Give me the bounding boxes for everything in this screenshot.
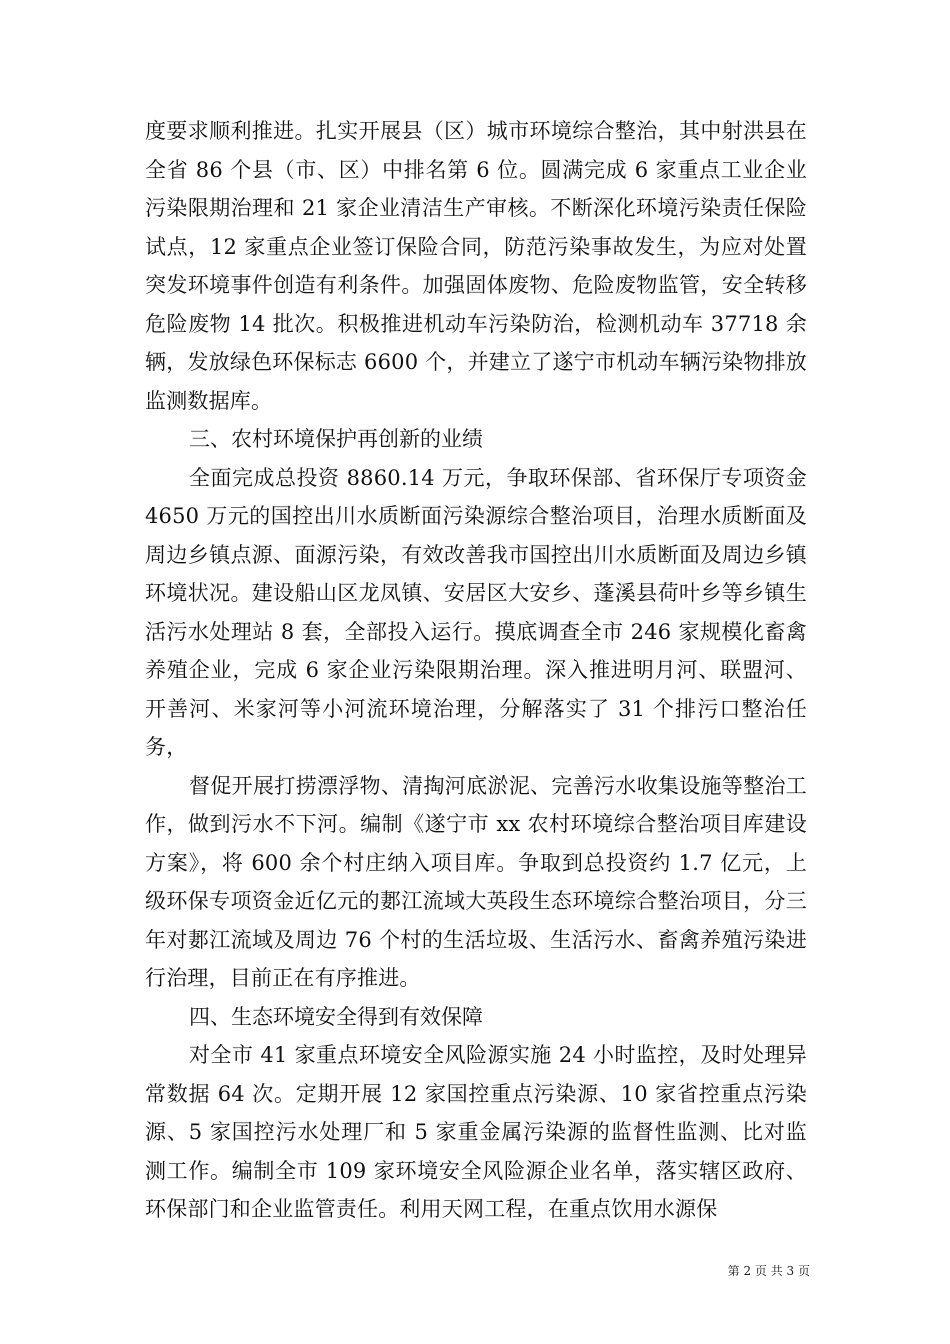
page-number-footer: 第 2 页 共 3 页 <box>727 1264 810 1278</box>
paragraph-rural-investment: 全面完成总投资 8860.14 万元，争取环保部、省环保厅专项资金 4650 万元的国控出川水质断面污染源综合整治项目，治理水质断面及周边乡镇点源、面源污染，有效改善我市国控出川水质断面及周边乡镇环境状况。建设船山区龙凤镇、安居区大安乡、蓬溪县荷叶乡等乡镇生活污水处理站 8 套，全部投入运行。摸底调查全市 246 家规模化畜禽养殖企业，完成 6 家企业污染限期治理。深入推进明月河、联盟河、开善河、米家河等小河流环境治理，分解落实了 31 个排污口整治任务， <box>145 465 807 759</box>
paragraph-environment-governance: 度要求顺利推进。扎实开展县（区）城市环境综合整治，其中射洪县在全省 86 个县（市、区）中排名第 6 位。圆满完成 6 家重点工业企业污染限期治理和 21 家企业清洁生产审核。不断深化环境污染责任保险试点，12 家重点企业签订保险合同，防范污染事故发生，为应对处置突发环境事件创造有利条件。加强固体废物、危险废物监管，安全转移危险废物 14 批次。积极推进机动车污染防治，检测机动车 37718 余辆，发放绿色环保标志 6600 个，并建立了遂宁市机动车辆污染物排放监测数据库。 <box>145 119 807 413</box>
section-heading-ecological-safety: 四、生态环境安全得到有效保障 <box>189 1004 483 1029</box>
section-heading-rural-environment: 三、农村环境保护再创新的业绩 <box>189 427 483 451</box>
paragraph-river-cleanup: 督促开展打捞漂浮物、清掏河底淤泥、完善污水收集设施等整治工作，做到污水不下河。编制《遂宁市 xx 农村环境综合整治项目库建设方案》，将 600 余个村庄纳入项目库。争取到总投资约 1.7 亿元，上级环保专项资金近亿元的郪江流域大英段生态环境综合整治项目，分三年对郪江流域及周边 76 个村的生活垃圾、生活污水、畜禽养殖污染进行治理，目前正在有序推进。 <box>145 773 807 990</box>
paragraph-risk-monitoring: 对全市 41 家重点环境安全风险源实施 24 小时监控，及时处理异常数据 64 次。定期开展 12 家国控重点污染源、10 家省控重点污染源、5 家国控污水处理厂和 5 家重金属污染源的监督性监测、比对监测工作。编制全市 109 家环境安全风险源企业名单，落实辖区政府、环保部门和企业监管责任。利用天网工程，在重点饮用水源保 <box>145 1043 807 1221</box>
document-body <box>145 112 807 1229</box>
